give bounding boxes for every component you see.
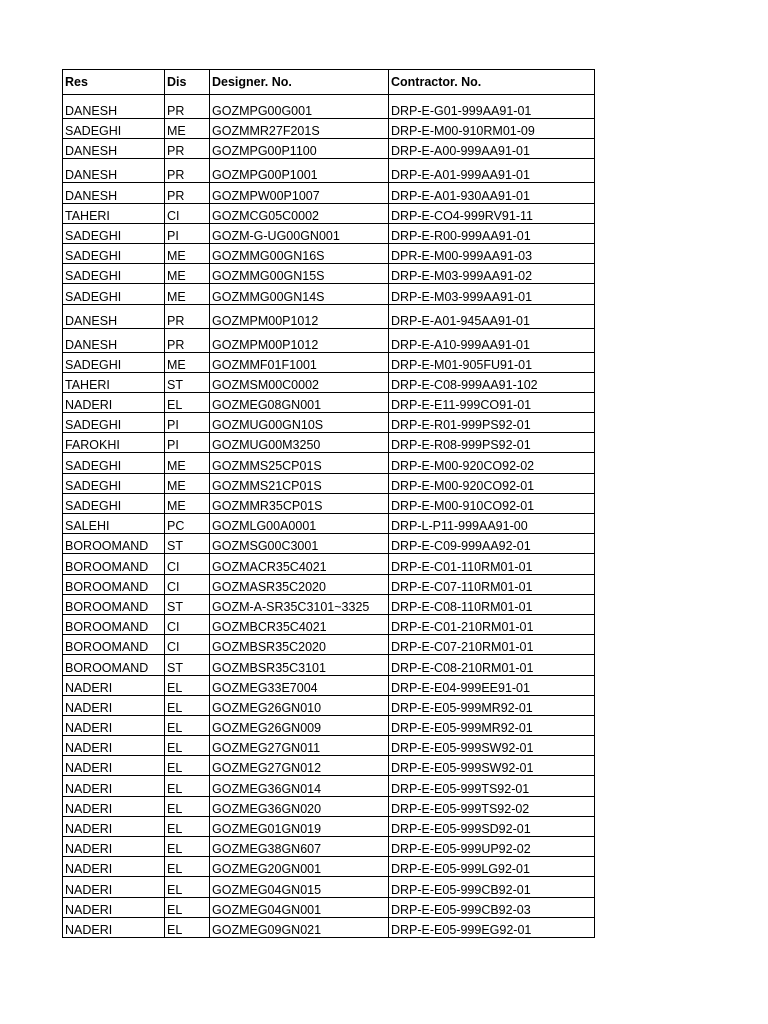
table-row	[63, 534, 595, 554]
table-row	[63, 756, 595, 776]
table-row	[63, 223, 595, 243]
cell-contractor-no: DRP-E-CO4-999RV91-11	[389, 203, 595, 223]
cell-designer-no: GOZMPG00P1001	[210, 159, 389, 183]
cell-contractor-no: DRP-E-C07-210RM01-01	[389, 635, 595, 655]
cell-dis: ME	[165, 119, 210, 139]
cell-contractor-no: DRP-E-A01-930AA91-01	[389, 183, 595, 203]
table-body	[63, 95, 595, 938]
cell-designer-no: GOZMASR35C2020	[210, 574, 389, 594]
table-row	[63, 736, 595, 756]
cell-designer-no: GOZMPG00G001	[210, 95, 389, 119]
cell-contractor-no: DRP-E-E05-999UP92-02	[389, 837, 595, 857]
cell-dis: ME	[165, 352, 210, 372]
cell-res: TAHERI	[63, 372, 165, 392]
cell-dis: ST	[165, 372, 210, 392]
cell-res: SADEGHI	[63, 284, 165, 304]
cell-dis: EL	[165, 675, 210, 695]
cell-res: SADEGHI	[63, 493, 165, 513]
cell-res: NADERI	[63, 715, 165, 735]
cell-res: TAHERI	[63, 203, 165, 223]
table-row	[63, 514, 595, 534]
cell-contractor-no: DPR-E-M00-999AA91-03	[389, 243, 595, 263]
table-header-row	[63, 70, 595, 95]
table-row	[63, 695, 595, 715]
cell-dis: PI	[165, 223, 210, 243]
cell-dis: ST	[165, 655, 210, 675]
cell-dis: EL	[165, 877, 210, 897]
cell-designer-no: GOZMEG08GN001	[210, 392, 389, 412]
header-contractor-no: Contractor. No.	[389, 70, 595, 95]
cell-designer-no: GOZMEG20GN001	[210, 857, 389, 877]
cell-dis: EL	[165, 695, 210, 715]
cell-contractor-no: DRP-E-C08-210RM01-01	[389, 655, 595, 675]
cell-designer-no: GOZMMS25CP01S	[210, 453, 389, 473]
table-row	[63, 392, 595, 412]
cell-contractor-no: DRP-E-C08-110RM01-01	[389, 594, 595, 614]
cell-designer-no: GOZMSG00C3001	[210, 534, 389, 554]
cell-designer-no: GOZMMG00GN14S	[210, 284, 389, 304]
table-row	[63, 675, 595, 695]
cell-contractor-no: DRP-E-E05-999MR92-01	[389, 715, 595, 735]
cell-designer-no: GOZMLG00A0001	[210, 514, 389, 534]
cell-res: SADEGHI	[63, 473, 165, 493]
cell-res: SALEHI	[63, 514, 165, 534]
cell-dis: EL	[165, 756, 210, 776]
cell-contractor-no: DRP-E-E05-999CB92-01	[389, 877, 595, 897]
table-row	[63, 243, 595, 263]
cell-res: NADERI	[63, 392, 165, 412]
cell-dis: PC	[165, 514, 210, 534]
cell-dis: PR	[165, 328, 210, 352]
table-row	[63, 328, 595, 352]
cell-contractor-no: DRP-E-M01-905FU91-01	[389, 352, 595, 372]
table-row	[63, 816, 595, 836]
table-row	[63, 796, 595, 816]
cell-contractor-no: DRP-E-A01-945AA91-01	[389, 304, 595, 328]
cell-dis: PR	[165, 95, 210, 119]
table-row	[63, 183, 595, 203]
cell-contractor-no: DRP-E-R08-999PS92-01	[389, 433, 595, 453]
cell-contractor-no: DRP-E-M03-999AA91-02	[389, 264, 595, 284]
cell-designer-no: GOZMPM00P1012	[210, 328, 389, 352]
cell-contractor-no: DRP-L-P11-999AA91-00	[389, 514, 595, 534]
cell-designer-no: GOZMEG27GN012	[210, 756, 389, 776]
cell-designer-no: GOZMUG00M3250	[210, 433, 389, 453]
table-row	[63, 473, 595, 493]
cell-dis: EL	[165, 917, 210, 937]
table-row	[63, 594, 595, 614]
table-row	[63, 897, 595, 917]
cell-dis: EL	[165, 776, 210, 796]
table-row	[63, 304, 595, 328]
cell-res: SADEGHI	[63, 119, 165, 139]
cell-dis: PR	[165, 139, 210, 159]
cell-contractor-no: DRP-E-E05-999TS92-02	[389, 796, 595, 816]
table-row	[63, 917, 595, 937]
cell-contractor-no: DRP-E-C01-210RM01-01	[389, 614, 595, 634]
cell-contractor-no: DRP-E-R01-999PS92-01	[389, 413, 595, 433]
cell-res: SADEGHI	[63, 453, 165, 473]
cell-dis: ME	[165, 243, 210, 263]
cell-contractor-no: DRP-E-R00-999AA91-01	[389, 223, 595, 243]
table-row	[63, 95, 595, 119]
cell-dis: EL	[165, 816, 210, 836]
cell-contractor-no: DRP-E-E05-999LG92-01	[389, 857, 595, 877]
cell-contractor-no: DRP-E-E05-999TS92-01	[389, 776, 595, 796]
table-row	[63, 284, 595, 304]
table-row	[63, 493, 595, 513]
cell-res: BOROOMAND	[63, 594, 165, 614]
cell-res: SADEGHI	[63, 243, 165, 263]
table-row	[63, 264, 595, 284]
cell-dis: CI	[165, 574, 210, 594]
cell-res: NADERI	[63, 756, 165, 776]
cell-contractor-no: DRP-E-M00-910RM01-09	[389, 119, 595, 139]
cell-res: SADEGHI	[63, 352, 165, 372]
table-row	[63, 372, 595, 392]
table-row	[63, 614, 595, 634]
cell-designer-no: GOZMPW00P1007	[210, 183, 389, 203]
cell-designer-no: GOZMSM00C0002	[210, 372, 389, 392]
cell-res: DANESH	[63, 304, 165, 328]
cell-contractor-no: DRP-E-M00-920CO92-01	[389, 473, 595, 493]
cell-res: NADERI	[63, 675, 165, 695]
header-dis: Dis	[165, 70, 210, 95]
cell-designer-no: GOZMEG36GN014	[210, 776, 389, 796]
cell-contractor-no: DRP-E-E05-999SW92-01	[389, 736, 595, 756]
cell-contractor-no: DRP-E-A00-999AA91-01	[389, 139, 595, 159]
cell-res: NADERI	[63, 776, 165, 796]
cell-res: SADEGHI	[63, 264, 165, 284]
cell-res: NADERI	[63, 857, 165, 877]
cell-designer-no: GOZM-A-SR35C3101~3325	[210, 594, 389, 614]
cell-designer-no: GOZMMS21CP01S	[210, 473, 389, 493]
cell-designer-no: GOZMMG00GN16S	[210, 243, 389, 263]
table-row	[63, 159, 595, 183]
cell-dis: EL	[165, 857, 210, 877]
table-row	[63, 574, 595, 594]
cell-contractor-no: DRP-E-M00-920CO92-02	[389, 453, 595, 473]
cell-res: DANESH	[63, 328, 165, 352]
cell-dis: ST	[165, 594, 210, 614]
cell-designer-no: GOZMMF01F1001	[210, 352, 389, 372]
cell-designer-no: GOZMEG33E7004	[210, 675, 389, 695]
table-row	[63, 453, 595, 473]
cell-dis: PR	[165, 304, 210, 328]
cell-dis: ME	[165, 284, 210, 304]
cell-designer-no: GOZMMG00GN15S	[210, 264, 389, 284]
table-row	[63, 413, 595, 433]
cell-designer-no: GOZMUG00GN10S	[210, 413, 389, 433]
cell-contractor-no: DRP-E-C07-110RM01-01	[389, 574, 595, 594]
cell-designer-no: GOZMEG04GN001	[210, 897, 389, 917]
table-row	[63, 837, 595, 857]
cell-res: DANESH	[63, 139, 165, 159]
cell-contractor-no: DRP-E-E11-999CO91-01	[389, 392, 595, 412]
cell-res: DANESH	[63, 183, 165, 203]
cell-res: DANESH	[63, 95, 165, 119]
cell-contractor-no: DRP-E-C01-110RM01-01	[389, 554, 595, 574]
cell-designer-no: GOZMEG09GN021	[210, 917, 389, 937]
cell-contractor-no: DRP-E-M00-910CO92-01	[389, 493, 595, 513]
cell-res: NADERI	[63, 837, 165, 857]
cell-designer-no: GOZMEG01GN019	[210, 816, 389, 836]
cell-dis: EL	[165, 897, 210, 917]
cell-dis: ST	[165, 534, 210, 554]
cell-designer-no: GOZMEG36GN020	[210, 796, 389, 816]
cell-res: NADERI	[63, 917, 165, 937]
cell-dis: ME	[165, 493, 210, 513]
header-designer-no: Designer. No.	[210, 70, 389, 95]
cell-designer-no: GOZMMR27F201S	[210, 119, 389, 139]
cell-designer-no: GOZMMR35CP01S	[210, 493, 389, 513]
cell-res: BOROOMAND	[63, 635, 165, 655]
table-row	[63, 433, 595, 453]
cell-res: SADEGHI	[63, 413, 165, 433]
cell-res: BOROOMAND	[63, 534, 165, 554]
cell-designer-no: GOZMPM00P1012	[210, 304, 389, 328]
cell-contractor-no: DRP-E-C09-999AA92-01	[389, 534, 595, 554]
cell-designer-no: GOZMEG38GN607	[210, 837, 389, 857]
table-row	[63, 554, 595, 574]
cell-res: SADEGHI	[63, 223, 165, 243]
cell-dis: PR	[165, 183, 210, 203]
cell-contractor-no: DRP-E-M03-999AA91-01	[389, 284, 595, 304]
cell-dis: PR	[165, 159, 210, 183]
cell-res: BOROOMAND	[63, 655, 165, 675]
cell-dis: ME	[165, 264, 210, 284]
cell-dis: EL	[165, 736, 210, 756]
cell-dis: EL	[165, 392, 210, 412]
table-row	[63, 635, 595, 655]
cell-designer-no: GOZMBSR35C3101	[210, 655, 389, 675]
cell-res: NADERI	[63, 877, 165, 897]
cell-dis: EL	[165, 715, 210, 735]
cell-designer-no: GOZMPG00P1100	[210, 139, 389, 159]
cell-designer-no: GOZMEG27GN011	[210, 736, 389, 756]
table-row	[63, 776, 595, 796]
cell-dis: EL	[165, 837, 210, 857]
cell-res: NADERI	[63, 897, 165, 917]
drawing-register-table	[62, 69, 595, 938]
cell-designer-no: GOZMEG04GN015	[210, 877, 389, 897]
cell-designer-no: GOZMEG26GN010	[210, 695, 389, 715]
cell-dis: CI	[165, 635, 210, 655]
cell-res: DANESH	[63, 159, 165, 183]
cell-designer-no: GOZMCG05C0002	[210, 203, 389, 223]
header-res: Res	[63, 70, 165, 95]
cell-res: BOROOMAND	[63, 614, 165, 634]
cell-contractor-no: DRP-E-E05-999SD92-01	[389, 816, 595, 836]
cell-dis: EL	[165, 796, 210, 816]
cell-res: NADERI	[63, 796, 165, 816]
cell-contractor-no: DRP-E-E05-999CB92-03	[389, 897, 595, 917]
table-row	[63, 203, 595, 223]
table-row	[63, 352, 595, 372]
cell-contractor-no: DRP-E-A01-999AA91-01	[389, 159, 595, 183]
cell-dis: PI	[165, 413, 210, 433]
cell-res: FAROKHI	[63, 433, 165, 453]
cell-contractor-no: DRP-E-A10-999AA91-01	[389, 328, 595, 352]
table-row	[63, 857, 595, 877]
cell-designer-no: GOZMBSR35C2020	[210, 635, 389, 655]
cell-res: BOROOMAND	[63, 554, 165, 574]
table-row	[63, 139, 595, 159]
cell-contractor-no: DRP-E-C08-999AA91-102	[389, 372, 595, 392]
cell-designer-no: GOZMEG26GN009	[210, 715, 389, 735]
cell-designer-no: GOZM-G-UG00GN001	[210, 223, 389, 243]
cell-contractor-no: DRP-E-E05-999MR92-01	[389, 695, 595, 715]
table-row	[63, 715, 595, 735]
table-row	[63, 877, 595, 897]
cell-res: NADERI	[63, 695, 165, 715]
cell-dis: CI	[165, 554, 210, 574]
cell-dis: ME	[165, 453, 210, 473]
cell-dis: CI	[165, 203, 210, 223]
table-row	[63, 119, 595, 139]
cell-contractor-no: DRP-E-G01-999AA91-01	[389, 95, 595, 119]
cell-res: BOROOMAND	[63, 574, 165, 594]
cell-res: NADERI	[63, 816, 165, 836]
cell-designer-no: GOZMBCR35C4021	[210, 614, 389, 634]
cell-designer-no: GOZMACR35C4021	[210, 554, 389, 574]
cell-dis: CI	[165, 614, 210, 634]
cell-contractor-no: DRP-E-E04-999EE91-01	[389, 675, 595, 695]
cell-res: NADERI	[63, 736, 165, 756]
cell-contractor-no: DRP-E-E05-999EG92-01	[389, 917, 595, 937]
cell-contractor-no: DRP-E-E05-999SW92-01	[389, 756, 595, 776]
cell-dis: PI	[165, 433, 210, 453]
table-row	[63, 655, 595, 675]
cell-dis: ME	[165, 473, 210, 493]
